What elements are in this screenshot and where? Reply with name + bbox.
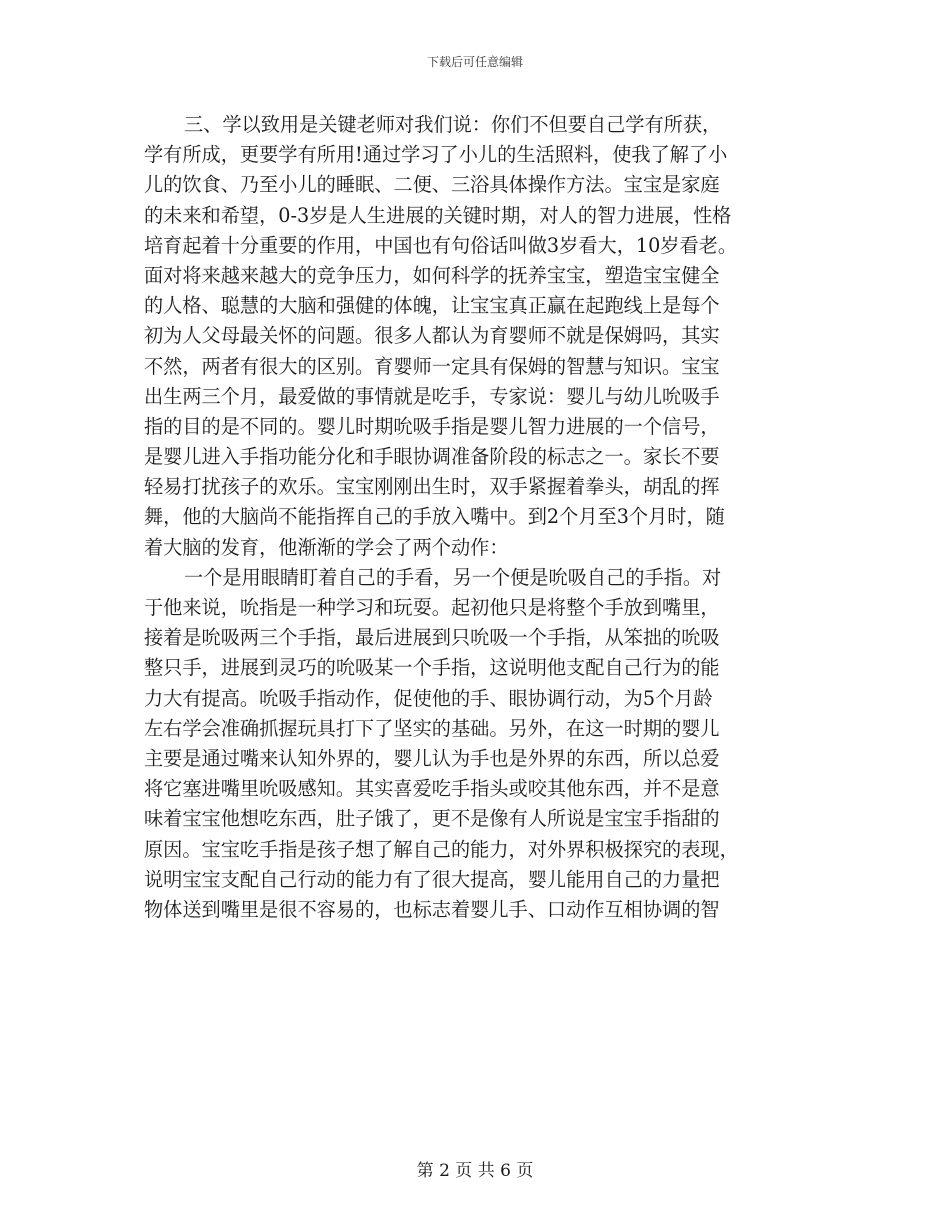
text-line: 面对将来越来越大的竞争压力，如何科学的抚养宝宝，塑造宝宝健全 [144,263,720,287]
paragraph [144,563,810,925]
text-line: 舞，他的大脑尚不能指挥自己的手放入嘴中。到2个月至3个月时，随 [144,505,725,529]
text-line: 味着宝宝他想吃东西，肚子饿了，更不是像有人所说是宝宝手指甜的 [144,807,720,831]
text-line: 主要是通过嘴来认知外界的，婴儿认为手也是外界的东西，所以总爱 [144,746,720,770]
text-line: 出生两三个月，最爱做的事情就是吃手，专家说：婴儿与幼儿吮吸手 [144,384,720,408]
text-line: 左右学会准确抓握玩具打下了坚实的基础。另外，在这一时期的婴儿 [144,716,720,740]
text-line: 原因。宝宝吃手指是孩子想了解自己的能力，对外界积极探究的表现， [144,837,739,861]
text-line: 学有所成，更要学有所用!通过学习了小儿的生活照料，使我了解了小 [144,143,728,167]
page-header-note: 下载后可任意编辑 [426,55,523,69]
text-line: 是婴儿进入手指功能分化和手眼协调准备阶段的标志之一。家长不要 [144,445,720,469]
text-line: 说明宝宝支配自己行动的能力有了很大提高，婴儿能用自己的力量把 [144,867,720,891]
document-body [144,110,810,925]
text-line: 将它塞进嘴里吮吸感知。其实喜爱吃手指头或咬其他东西，并不是意 [144,777,720,801]
text-line: 培育起着十分重要的作用，中国也有句俗话叫做3岁看大，10岁看老。 [144,233,738,257]
text-line: 一个是用眼睛盯着自己的手看，另一个便是吮吸自己的手指。对 [184,565,722,589]
text-line: 的未来和希望，0-3岁是人生进展的关键时期，对人的智力进展，性格 [144,203,732,227]
text-line: 于他来说，吮指是一种学习和玩耍。起初他只是将整个手放到嘴里， [144,596,720,619]
page-number: 第 2 页 共 6 页 [416,1161,534,1181]
text-line: 物体送到嘴里是很不容易的，也标志着婴儿手、口动作互相协调的智 [144,897,720,921]
text-line: 三、学以致用是关键老师对我们说：你们不但要自己学有所获， [184,113,722,136]
text-line: 接着是吮吸两三个手指，最后进展到只吮吸一个手指，从笨拙的吮吸 [144,626,720,650]
text-line: 的人格、聪慧的大脑和强健的体魄，让宝宝真正赢在起跑线上是每个 [144,294,720,318]
text-line: 初为人父母最关怀的问题。很多人都认为育婴师不就是保姆吗，其实 [144,324,720,348]
text-line: 儿的饮食、乃至小儿的睡眠、二便、三浴具体操作方法。宝宝是家庭 [144,173,720,197]
text-line: 整只手，进展到灵巧的吮吸某一个手指，这说明他支配自己行为的能 [144,656,720,680]
text-line: 轻易打扰孩子的欢乐。宝宝刚刚出生时，双手紧握着拳头，胡乱的挥 [144,475,720,499]
text-line: 不然，两者有很大的区别。育婴师一定具有保姆的智慧与知识。宝宝 [144,354,720,378]
text-line: 着大脑的发育，他渐渐的学会了两个动作： [144,535,509,559]
text-line: 指的目的是不同的。婴儿时期吮吸手指是婴儿智力进展的一个信号， [144,414,720,438]
paragraph [144,110,810,563]
text-line: 力大有提高。吮吸手指动作，促使他的手、眼协调行动，为5个月龄 [144,686,713,710]
